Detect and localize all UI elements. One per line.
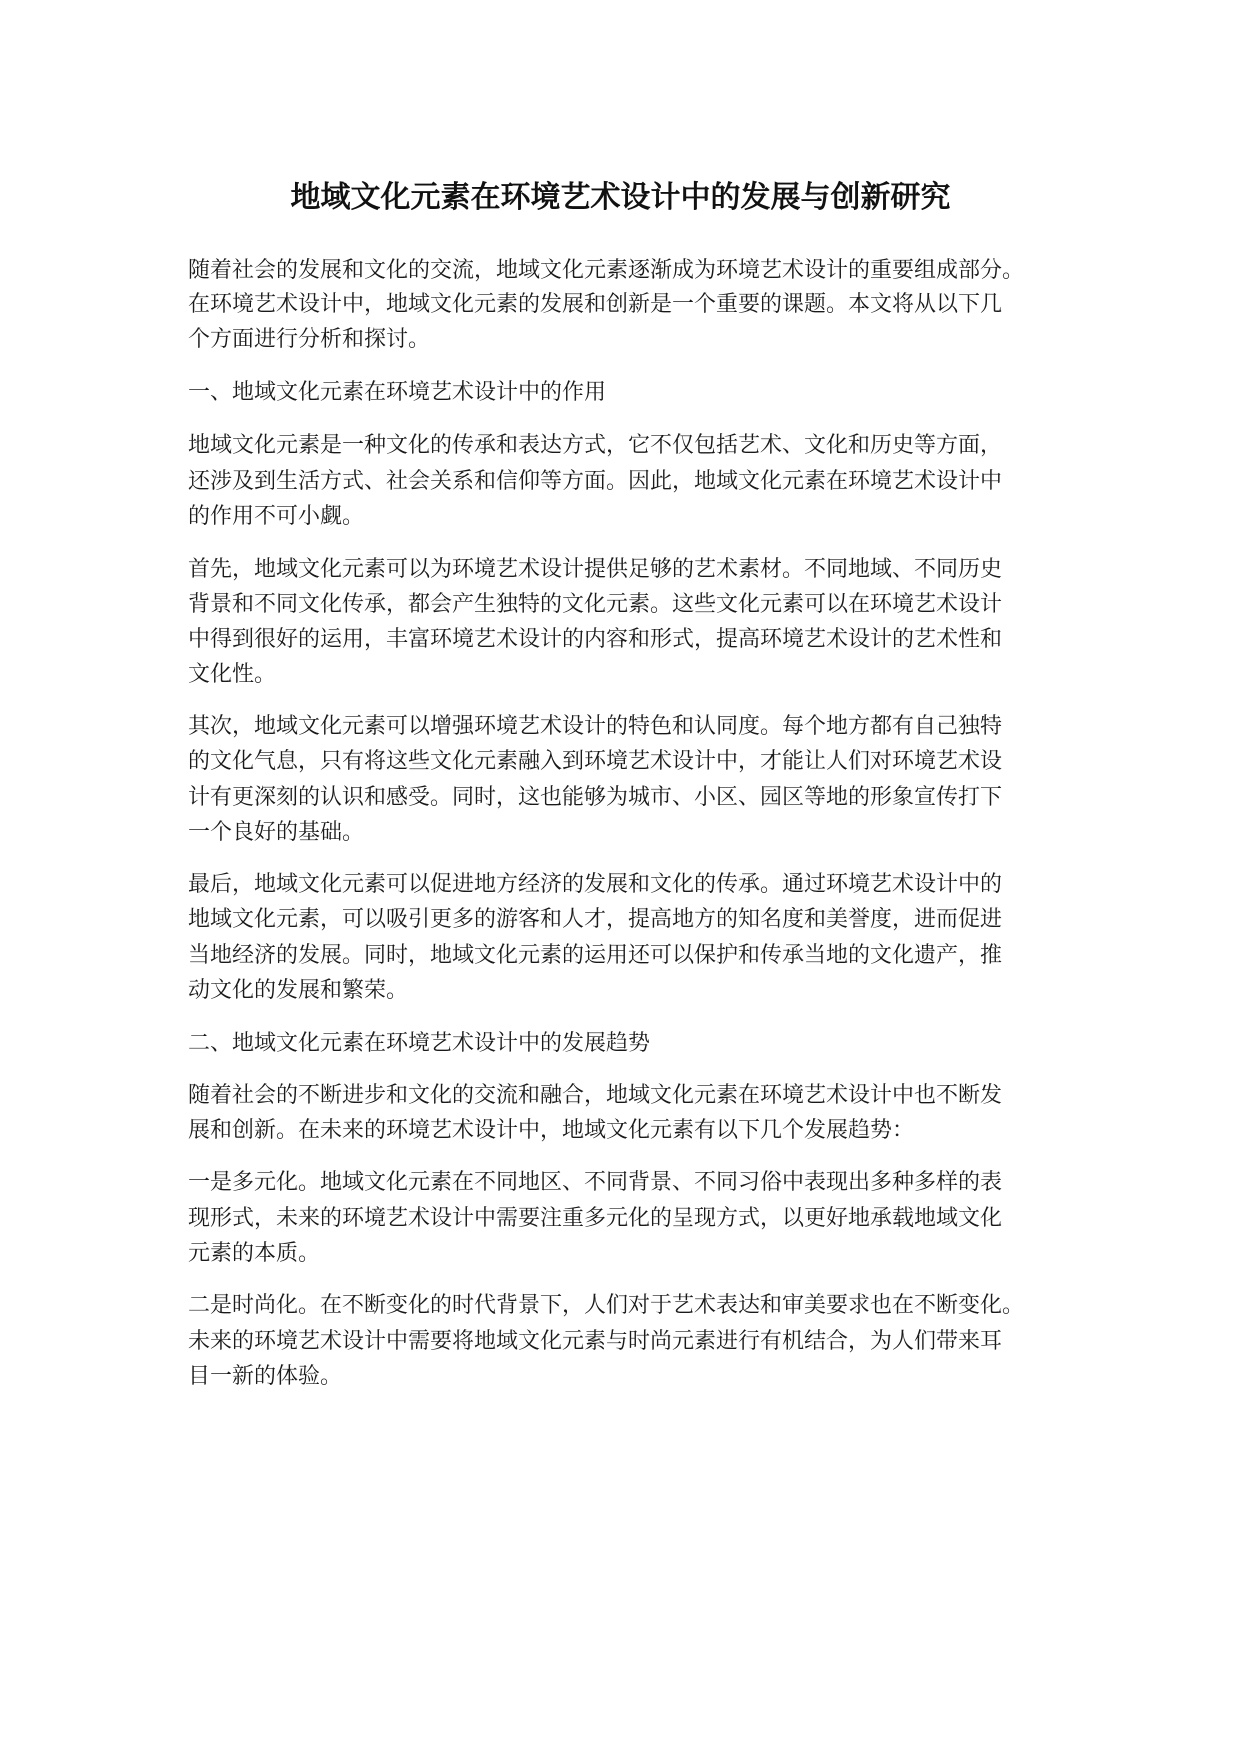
body-line: 首先，地域文化元素可以为环境艺术设计提供足够的艺术素材。不同地域、不同历史 bbox=[188, 557, 1003, 582]
body-line: 中得到很好的运用，丰富环境艺术设计的内容和形式，提高环境艺术设计的艺术性和 bbox=[188, 627, 1003, 652]
body-line: 元素的本质。 bbox=[188, 1241, 321, 1266]
body-line: 展和创新。在未来的环境艺术设计中，地域文化元素有以下几个发展趋势： bbox=[188, 1118, 915, 1143]
body-line: 一是多元化。地域文化元素在不同地区、不同背景、不同习俗中表现出多种多样的表 bbox=[188, 1170, 1003, 1195]
body-line: 在环境艺术设计中，地域文化元素的发展和创新是一个重要的课题。本文将从以下几 bbox=[188, 292, 1003, 317]
section-heading-1: 一、地域文化元素在环境艺术设计中的作用 bbox=[188, 380, 607, 405]
body-line: 地域文化元素是一种文化的传承和表达方式，它不仅包括艺术、文化和历史等方面， bbox=[188, 433, 1003, 458]
body-line: 当地经济的发展。同时，地域文化元素的运用还可以保护和传承当地的文化遗产，推 bbox=[188, 943, 1003, 968]
body-line: 地域文化元素，可以吸引更多的游客和人才，提高地方的知名度和美誉度，进而促进 bbox=[188, 907, 1003, 932]
body-line: 目一新的体验。 bbox=[188, 1364, 343, 1389]
body-line: 的作用不可小觑。 bbox=[188, 504, 365, 529]
body-line: 文化性。 bbox=[188, 662, 277, 687]
body-line: 随着社会的发展和文化的交流，地域文化元素逐渐成为环境艺术设计的重要组成部分。 bbox=[188, 258, 1025, 283]
body-line: 随着社会的不断进步和文化的交流和融合，地域文化元素在环境艺术设计中也不断发 bbox=[188, 1083, 1003, 1108]
body-line: 其次，地域文化元素可以增强环境艺术设计的特色和认同度。每个地方都有自己独特 bbox=[188, 714, 1003, 739]
body-line: 计有更深刻的认识和感受。同时，这也能够为城市、小区、园区等地的形象宣传打下 bbox=[188, 785, 1003, 810]
body-line: 未来的环境艺术设计中需要将地域文化元素与时尚元素进行有机结合，为人们带来耳 bbox=[188, 1329, 1003, 1354]
body-line: 的文化气息，只有将这些文化元素融入到环境艺术设计中，才能让人们对环境艺术设 bbox=[188, 749, 1003, 774]
body-line: 背景和不同文化传承，都会产生独特的文化元素。这些文化元素可以在环境艺术设计 bbox=[188, 592, 1003, 617]
body-line: 最后，地域文化元素可以促进地方经济的发展和文化的传承。通过环境艺术设计中的 bbox=[188, 872, 1003, 897]
body-line: 还涉及到生活方式、社会关系和信仰等方面。因此，地域文化元素在环境艺术设计中 bbox=[188, 469, 1003, 494]
body-line: 二是时尚化。在不断变化的时代背景下，人们对于艺术表达和审美要求也在不断变化。 bbox=[188, 1293, 1025, 1318]
body-line: 一个良好的基础。 bbox=[188, 820, 365, 845]
body-line: 现形式，未来的环境艺术设计中需要注重多元化的呈现方式，以更好地承载地域文化 bbox=[188, 1206, 1003, 1231]
document-title: 地域文化元素在环境艺术设计中的发展与创新研究 bbox=[290, 180, 951, 215]
body-line: 动文化的发展和繁荣。 bbox=[188, 978, 409, 1003]
body-line: 个方面进行分析和探讨。 bbox=[188, 327, 431, 352]
section-heading-2: 二、地域文化元素在环境艺术设计中的发展趋势 bbox=[188, 1031, 651, 1056]
